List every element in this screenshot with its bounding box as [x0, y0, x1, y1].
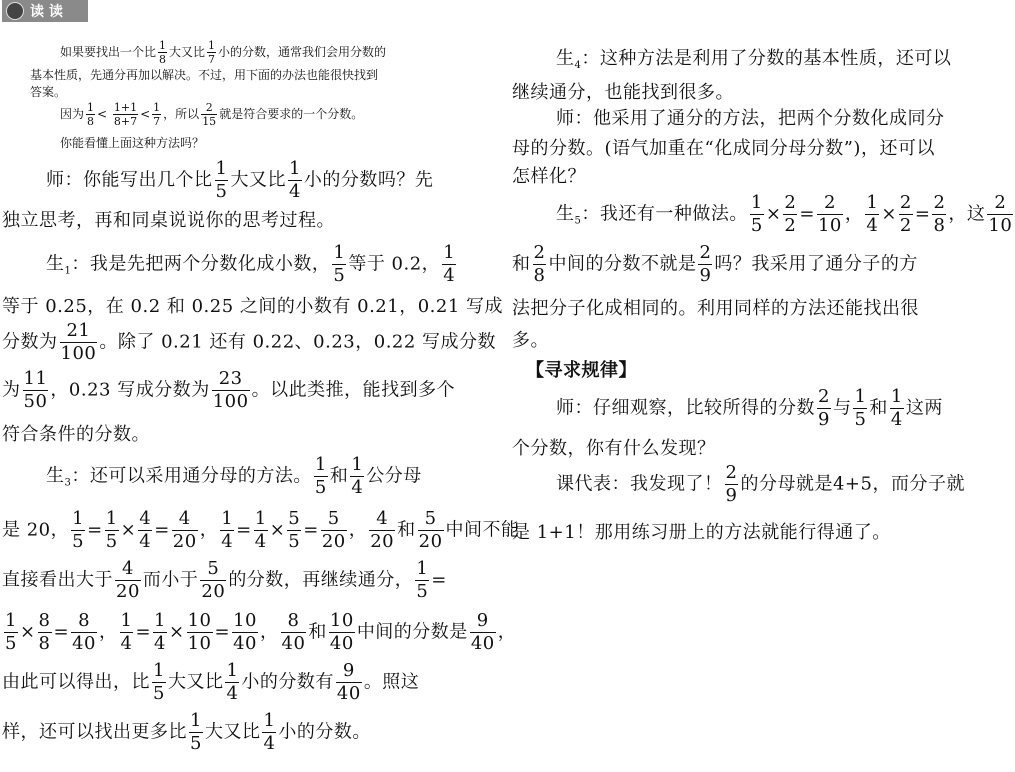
- student3-line-3: 直接看出大于 $\frac{4}{20}$ 而小于 $\frac{5}{20}$ 的分数，再继续通分， $\frac{1}{5}$ =: [2, 558, 447, 602]
- student1-line-1: 生$_1$：我是先把两个分数化成小数， $\frac{1}{5}$ 等于 0.2， $\frac{1}{4}$: [46, 242, 456, 286]
- teacher-question-line-2: 独立思考，再和同桌说说你的思考过程。: [2, 210, 335, 231]
- student1-line-2: 等于 0.25，在 0.2 和 0.25 之间的小数有 0.21，0.21 写成: [2, 296, 503, 317]
- student5-line-2: 和 $\frac{2}{8}$ 中间的分数不就是 $\frac{2}{9}$ 吗？我采用了通分子的方: [512, 242, 918, 286]
- teacher2-line-3: 怎样化？: [512, 166, 586, 187]
- fraction: $\frac{1}{7}$: [208, 39, 216, 66]
- section-heading: 【寻求规律】: [526, 360, 637, 381]
- student3-line-4: $\frac{1}{5}$ × $\frac{8}{8}$ = $\frac{8}{40}$ ， $\frac{1}{4}$ = $\frac{1}{4}$ × $\frac{10}{10}$ = $\frac{10}{40}$ ， $\frac{8}{40}$ 和 $\frac{10}{40}$ 中间的分数是 $\frac{9}{40}$ ，: [5, 610, 517, 654]
- student1-line-5: 符合条件的分数。: [2, 424, 150, 445]
- box-line-3: 答案。: [30, 85, 67, 99]
- student3-line-1: 生$_3$：还可以采用通分母的方法。 $\frac{1}{5}$ 和 $\frac{1}{4}$ 公分母: [46, 454, 422, 498]
- box-line-4: 因为 $\frac{1}{8}$ < $\frac{1+1}{8+7}$ < $\frac{1}{7}$ ，所以 $\frac{2}{15}$ 就是符合要求的一个分数。: [60, 101, 364, 128]
- fraction: $\frac{1}{8}$: [159, 39, 167, 66]
- teacher-question-line-1: 师：你能写出几个比 $\frac{1}{5}$ 大又比 $\frac{1}{4}$ 小的分数吗？先: [46, 158, 434, 202]
- teacher3-line-2: 个分数，你有什么发现？: [512, 438, 716, 459]
- student3-line-6: 样，还可以找出更多比 $\frac{1}{5}$ 大又比 $\frac{1}{4}$ 小的分数。: [2, 710, 371, 754]
- student3-line-5: 由此可以得出，比 $\frac{1}{5}$ 大又比 $\frac{1}{4}$ 小的分数有 $\frac{9}{40}$ 。照这: [2, 660, 420, 704]
- teacher3-line-1: 师：仔细观察，比较所得的分数 $\frac{2}{9}$ 与 $\frac{1}{5}$ 和 $\frac{1}{4}$ 这两: [556, 386, 943, 430]
- student4-line-1: 生$_4$：这种方法是利用了分数的基本性质，还可以: [556, 48, 952, 71]
- student4-line-2: 继续通分，也能找到很多。: [512, 82, 734, 103]
- monitor-line-2: 是 1+1！那用练习册上的方法就能行得通了。: [512, 522, 891, 543]
- student5-line-3: 法把分子化成相同的。利用同样的方法还能找出很: [512, 298, 919, 319]
- student3-line-2: 是 20， $\frac{1}{5}$ = $\frac{1}{5}$ × $\frac{4}{4}$ = $\frac{4}{20}$ ， $\frac{1}{4}$ = $\frac{1}{4}$ × $\frac{5}{5}$ = $\frac{5}{20}$ ， $\frac{4}{20}$ 和 $\frac{5}{20}$ 中间不能: [2, 508, 520, 552]
- student1-line-3: 分数为 $\frac{21}{100}$ 。除了 0.21 还有 0.22、0.23，0.22 写成分数: [2, 320, 497, 364]
- teacher2-line-1: 师：他采用了通分的方法，把两个分数化成同分: [556, 108, 945, 129]
- box-line-2: 基本性质，先通分再加以解决。不过，用下面的办法也能很快找到: [30, 68, 379, 82]
- box-line-5: 你能看懂上面这种方法吗？: [60, 136, 205, 150]
- box-line-1: 如果要找出一个比 $\frac{1}{8}$ 大又比 $\frac{1}{7}$ 小的分数，通常我们会用分数的: [60, 39, 387, 66]
- reading-badge: [2, 0, 88, 22]
- teacher2-line-2: 母的分数。(语气加重在“化成同分母分数”)，还可以: [512, 138, 935, 159]
- student1-line-4: 为 $\frac{11}{50}$ ，0.23 写成分数为 $\frac{23}{100}$ 。以此类推，能找到多个: [2, 368, 456, 412]
- student5-line-1: 生$_5$：我还有一种做法。 $\frac{1}{5}$ × $\frac{2}{2}$ = $\frac{2}{10}$ ， $\frac{1}{4}$ × $\frac{2}{2}$ = $\frac{2}{8}$ ，这 $\frac{2}{10}$: [556, 192, 1013, 236]
- badge-label: 读 读: [30, 4, 63, 20]
- reader-avatar-icon: [6, 2, 24, 20]
- monitor-line-1: 课代表：我发现了！ $\frac{2}{9}$ 的分母就是4+5，而分子就: [556, 462, 965, 506]
- student5-line-4: 多。: [512, 330, 549, 351]
